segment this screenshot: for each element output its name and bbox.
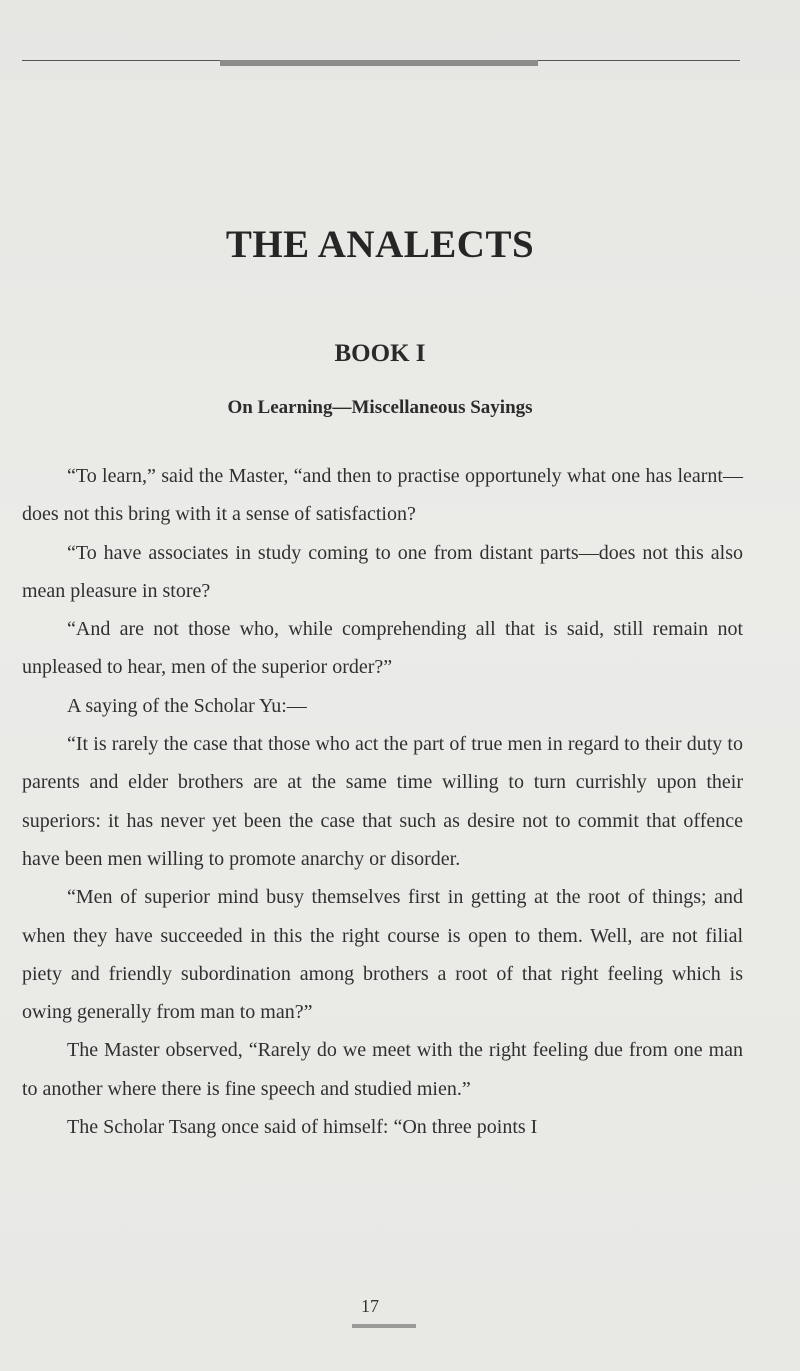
paragraph: A saying of the Scholar Yu:—	[67, 694, 307, 717]
paragraph: “And are not those who, while comprehending all that is said, still remain not unpleased to hear, men of the superior order?”	[22, 618, 743, 679]
paragraph: “It is rarely the case that those who act the part of true men in regard to their duty to parents and elder brothers are at the same time willing to turn currishly upon their superiors: it has never yet been the case that such as desire not to commit that offence have been men willing to promote anarchy or disorder.	[22, 733, 743, 870]
paragraph: “Men of superior mind busy themselves first in getting at the root of things; and when they have succeeded in this the right course is open to them. Well, are not filial piety and friendly subordination among brothers a root of that right feeling which is owing generally from man to man?”	[22, 886, 743, 1024]
page-number: 17	[361, 1296, 379, 1316]
chapter-subtitle: On Learning—Miscellaneous Sayings	[227, 397, 533, 418]
paragraph: The Master observed, “Rarely do we meet with the right feeling due from one man to another where there is fine speech and studied mien.”	[22, 1039, 743, 1100]
body-text	[22, 457, 743, 1146]
paragraph: The Scholar Tsang once said of himself: “On three points I	[67, 1116, 538, 1139]
page-title: THE ANALECTS	[225, 223, 535, 266]
paragraph: “To learn,” said the Master, “and then to practise opportunely what one has learnt—does not this bring with it a sense of satisfaction?	[22, 465, 743, 526]
header-bar	[220, 60, 538, 66]
footer-bar	[352, 1324, 416, 1328]
paragraph: “To have associates in study coming to one from distant parts—does not this also mean pleasure in store?	[22, 541, 743, 602]
book-heading: BOOK I	[334, 340, 426, 367]
